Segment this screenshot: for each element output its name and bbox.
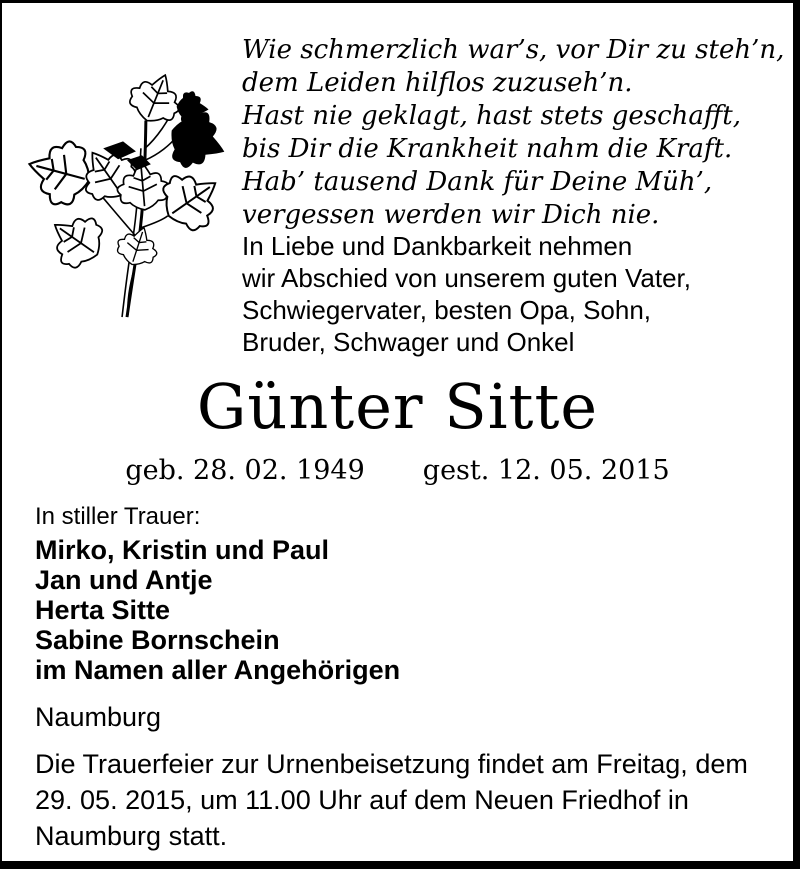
ivy-branch-illustration xyxy=(27,61,232,329)
mourning-section xyxy=(35,503,400,685)
mourner-line: Sabine Bornschein xyxy=(35,625,280,655)
mourner-line: im Namen aller Angehörigen xyxy=(35,655,401,685)
deceased-name: Günter Sitte xyxy=(196,370,599,443)
funeral-line: Die Trauerfeier zur Urnenbeisetzung findet am Freitag, dem xyxy=(35,749,748,779)
mourner-line: Jan und Antje xyxy=(35,565,213,595)
poem-line: Hab’ tausend Dank für Deine Müh’, xyxy=(242,167,713,197)
farewell-line: Schwiegervater, besten Opa, Sohn, xyxy=(242,295,652,325)
farewell-text xyxy=(242,230,691,358)
mourner-line: Mirko, Kristin und Paul xyxy=(35,535,330,565)
funeral-line: 29. 05. 2015, um 11.00 Uhr auf dem Neuen Friedhof in xyxy=(35,785,689,815)
mourning-label: In stiller Trauer: xyxy=(35,503,201,530)
mourner-line: Herta Sitte xyxy=(35,595,171,625)
funeral-line: Naumburg statt. xyxy=(35,821,228,851)
farewell-line: wir Abschied von unserem guten Vater, xyxy=(242,263,691,293)
life-dates xyxy=(2,455,793,486)
birth-date: geb. 28. 02. 1949 xyxy=(125,455,365,486)
poem-line: Wie schmerzlich war’s, vor Dir zu steh’n, xyxy=(242,35,785,65)
city-label: Naumburg xyxy=(35,702,162,732)
funeral-announcement xyxy=(35,746,748,854)
poem-line: vergessen werden wir Dich nie. xyxy=(242,200,660,230)
farewell-line: In Liebe und Dankbarkeit nehmen xyxy=(242,231,633,261)
condolence-poem xyxy=(242,34,784,232)
death-date: gest. 12. 05. 2015 xyxy=(422,455,670,486)
poem-line: bis Dir die Krankheit nahm die Kraft. xyxy=(242,134,733,164)
poem-line: dem Leiden hilflos zuzuseh’n. xyxy=(242,68,633,98)
farewell-line: Bruder, Schwager und Onkel xyxy=(242,327,575,357)
poem-line: Hast nie geklagt, hast stets geschafft, xyxy=(242,101,742,131)
